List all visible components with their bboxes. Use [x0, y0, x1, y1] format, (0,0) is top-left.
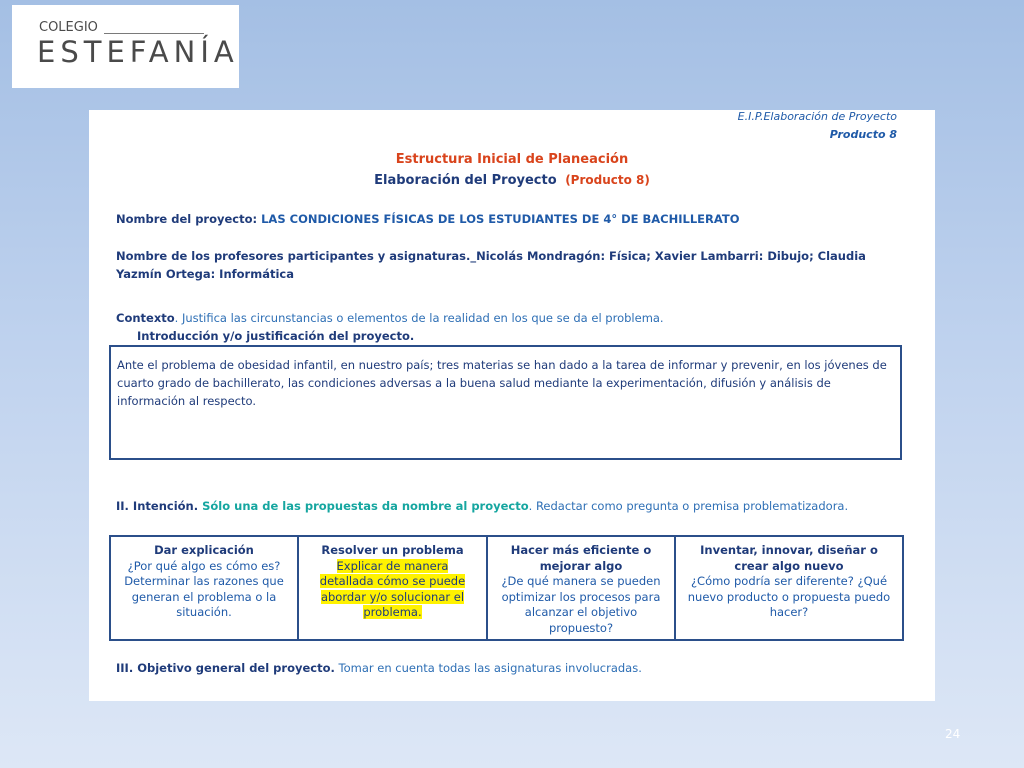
- cell-body: ¿De qué manera se pueden optimizar los procesos para alcanzar el objetivo propuesto?: [501, 574, 661, 635]
- teachers-label: Nombre de los profesores participantes y asignaturas._: [116, 249, 477, 263]
- doc-subtitle: [89, 173, 935, 188]
- context-sublabel: Introducción y/o justificación del proyecto.: [137, 329, 415, 343]
- doc-product: Producto 8: [829, 128, 897, 141]
- intention-row: [116, 497, 906, 515]
- logo-top-text: COLEGIO: [39, 20, 98, 35]
- context-sublabel-row: [137, 327, 927, 345]
- project-name-value: LAS CONDICIONES FÍSICAS DE LOS ESTUDIANTES DE 4° DE BACHILLERATO: [261, 212, 740, 226]
- logo-rule: [104, 33, 204, 34]
- table-cell-explain: [111, 537, 299, 639]
- cell-body-highlighted: Explicar de manera detallada cómo se puede abordar y/o solucionar el problema.: [319, 558, 466, 619]
- cell-head: Resolver un problema: [321, 543, 464, 557]
- teachers-row: [116, 247, 906, 283]
- school-logo: [12, 5, 239, 88]
- table-cell-improve: [488, 537, 676, 639]
- intention-rest: . Redactar como pregunta o premisa problematizadora.: [528, 499, 849, 513]
- table-cell-invent: [676, 537, 902, 639]
- cell-head: Inventar, innovar, diseñar o crear algo nuevo: [700, 543, 878, 573]
- intention-dot: .: [193, 499, 203, 513]
- cell-head: Dar explicación: [154, 543, 254, 557]
- project-name-label: Nombre del proyecto:: [116, 212, 262, 226]
- cell-body: ¿Cómo podría ser diferente? ¿Qué nuevo producto o propuesta puedo hacer?: [687, 574, 891, 619]
- project-name-row: [116, 210, 906, 228]
- logo-main-text: ESTEFANÍA: [37, 35, 239, 69]
- doc-code: E.I.P.Elaboración de Proyecto: [737, 110, 897, 123]
- context-textbox: Ante el problema de obesidad infantil, en nuestro país; tres materias se han dado a la tarea de informar y prevenir, en los jóvenes de cuarto grado de bachillerato, las condiciones adversas a la buena salud mediante la experimentación, difusión y análisis de información al respecto.: [109, 345, 902, 460]
- document-page: [89, 110, 935, 701]
- doc-subtitle-product: (Producto 8): [565, 173, 650, 187]
- context-label: Contexto: [116, 311, 175, 325]
- cell-head: Hacer más eficiente o mejorar algo: [510, 543, 652, 573]
- slide-page-number: 24: [945, 727, 961, 741]
- context-instruction: . Justifica las circunstancias o elementos de la realidad en los que se da el problema.: [174, 311, 664, 325]
- objective-text: Tomar en cuenta todas las asignaturas involucradas.: [334, 661, 642, 675]
- context-row: [116, 309, 906, 327]
- doc-subtitle-text: Elaboración del Proyecto: [374, 173, 557, 188]
- intention-teal-text: Sólo una de las propuestas da nombre al proyecto: [202, 499, 529, 513]
- intention-label: II. Intención: [116, 499, 194, 513]
- teachers-value: Nicolás Mondragón: Física; Xavier Lambarri: Dibujo; Claudia Yazmín Ortega: Informática: [116, 249, 866, 281]
- doc-title: Estructura Inicial de Planeación: [395, 152, 629, 167]
- cell-body: ¿Por qué algo es cómo es? Determinar las razones que generan el problema o la situación.: [124, 558, 284, 619]
- objective-row: [116, 659, 906, 677]
- objective-label: III. Objetivo general del proyecto.: [116, 661, 335, 675]
- intention-table: [109, 535, 904, 641]
- table-cell-solve: [299, 537, 488, 639]
- cell-body-wrap: [305, 559, 480, 621]
